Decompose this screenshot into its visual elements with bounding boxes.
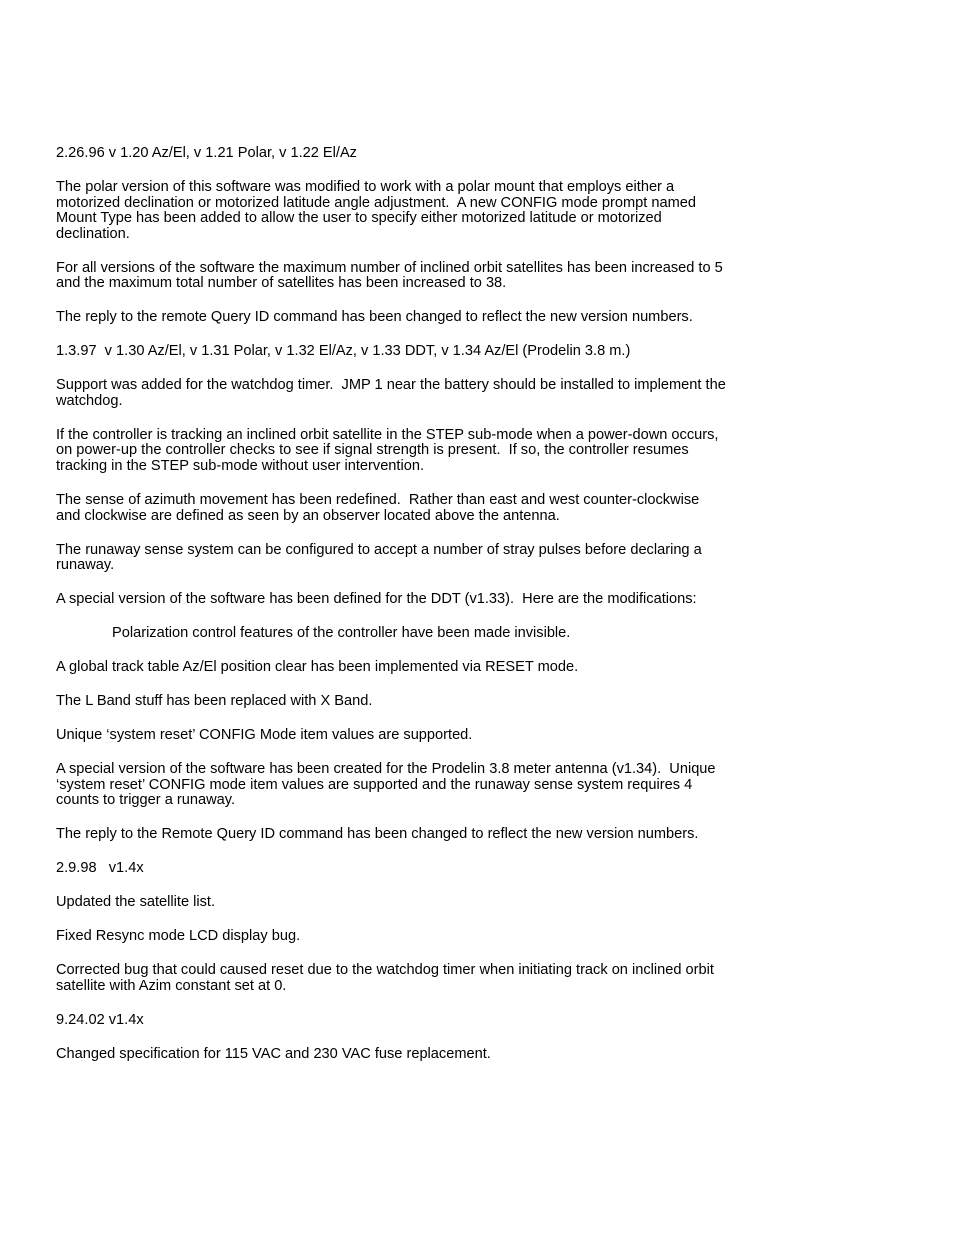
- document-page: [56, 146, 786, 1062]
- paragraph: Changed specification for 115 VAC and 230 VAC fuse replacement.: [56, 1045, 491, 1062]
- paragraph: A global track table Az/El position clear has been implemented via RESET mode.: [56, 659, 579, 676]
- paragraph: Unique ‘system reset’ CONFIG Mode item values are supported.: [56, 727, 473, 744]
- paragraph: The runaway sense system can be configured to accept a number of stray pulses before declaring a runaway.: [56, 541, 702, 574]
- version-heading: 1.3.97 v 1.30 Az/El, v 1.31 Polar, v 1.32 El/Az, v 1.33 DDT, v 1.34 Az/El (Prodelin 3.8 m.): [56, 343, 631, 360]
- indented-paragraph: Polarization control features of the controller have been made invisible.: [112, 625, 571, 642]
- paragraph: Updated the satellite list.: [56, 894, 215, 911]
- version-heading: 9.24.02 v1.4x: [56, 1011, 144, 1028]
- paragraph: The reply to the Remote Query ID command has been changed to reflect the new version numbers.: [56, 826, 699, 843]
- paragraph: A special version of the software has been defined for the DDT (v1.33). Here are the modifications:: [56, 591, 697, 608]
- paragraph: The reply to the remote Query ID command has been changed to reflect the new version numbers.: [56, 309, 693, 326]
- paragraph: A special version of the software has been created for the Prodelin 3.8 meter antenna (v1.34). Unique ‘system reset’ CONFIG mode item values are supported and the runaway sense system requires 4 counts to trigger a runaway.: [56, 761, 716, 809]
- version-heading: 2.9.98 v1.4x: [56, 860, 144, 877]
- paragraph: The sense of azimuth movement has been redefined. Rather than east and west counter-clockwise and clockwise are defined as seen by an observer located above the antenna.: [56, 492, 700, 524]
- paragraph: Corrected bug that could caused reset due to the watchdog timer when initiating track on inclined orbit satellite with Azim constant set at 0.: [56, 962, 714, 994]
- paragraph: For all versions of the software the maximum number of inclined orbit satellites has been increased to 5 and the maximum total number of satellites has been increased to 38.: [56, 259, 723, 292]
- paragraph: Support was added for the watchdog timer. JMP 1 near the battery should be installed to implement the watchdog.: [56, 377, 726, 409]
- paragraph: The polar version of this software was modified to work with a polar mount that employs either a motorized declination or motorized latitude angle adjustment. A new CONFIG mode prompt named Mount Type has been added to allow the user to specify either motorized latitude or motorized declination.: [56, 178, 697, 242]
- paragraph: The L Band stuff has been replaced with X Band.: [56, 693, 373, 710]
- paragraph: If the controller is tracking an inclined orbit satellite in the STEP sub-mode when a power-down occurs, on power-up the controller checks to see if signal strength is present. If so, the controller resumes tracking in the STEP sub-mode without user intervention.: [56, 426, 719, 475]
- paragraph: Fixed Resync mode LCD display bug.: [56, 928, 301, 945]
- version-heading: 2.26.96 v 1.20 Az/El, v 1.21 Polar, v 1.22 El/Az: [56, 145, 357, 161]
